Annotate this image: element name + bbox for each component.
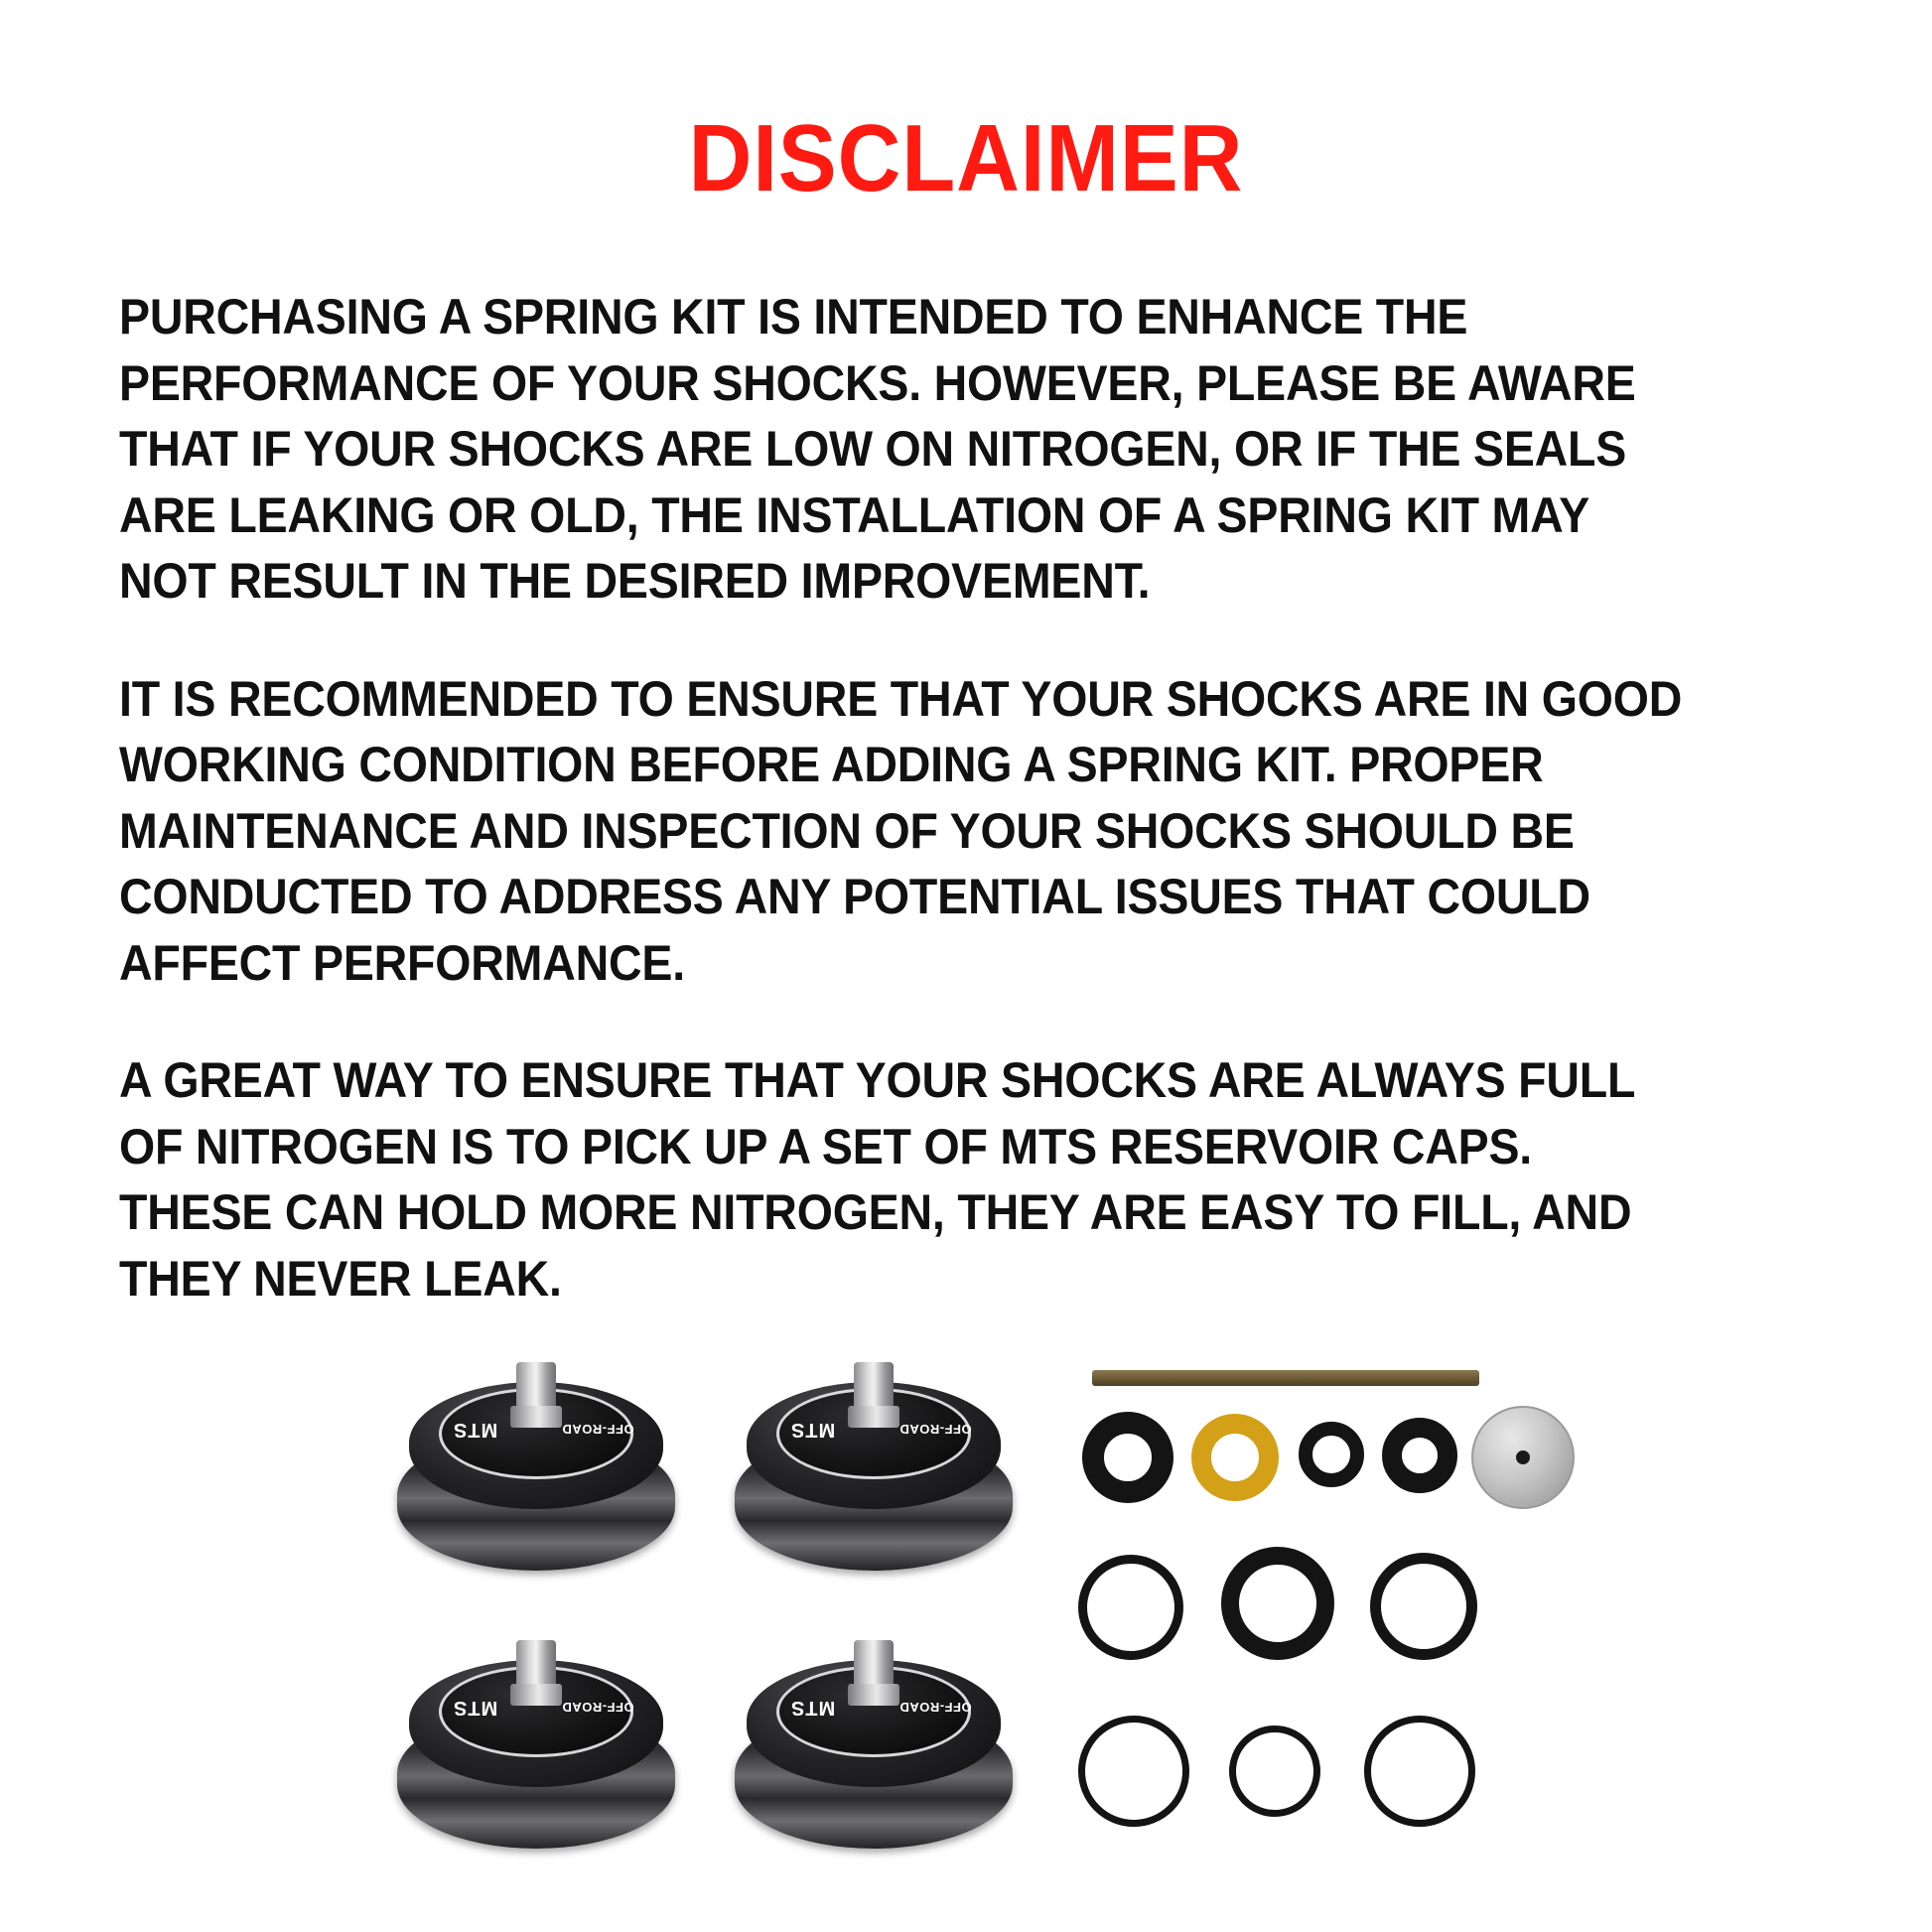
cap-brand-label: MTS bbox=[453, 1419, 498, 1441]
cap-sub-label: OFF-ROAD bbox=[562, 1422, 634, 1437]
cap-sub-label: OFF-ROAD bbox=[562, 1700, 634, 1715]
o-ring bbox=[1078, 1716, 1189, 1827]
product-photo bbox=[0, 1350, 1932, 1932]
reservoir-cap bbox=[725, 1370, 1023, 1579]
cap-sub-label: OFF-ROAD bbox=[899, 1700, 972, 1715]
o-ring bbox=[1221, 1547, 1334, 1660]
schrader-valve-icon bbox=[854, 1362, 894, 1416]
cap-brand-label: MTS bbox=[790, 1419, 836, 1441]
disclaimer-paragraph-3: A GREAT WAY TO ENSURE THAT YOUR SHOCKS ARE ALWAYS FULL OF NITROGEN IS TO PICK UP A SET OF MTS RESERVOIR CAPS. THESE CAN HOLD MORE NITROGEN, THEY ARE EASY TO FILL, AND THEY NEVER LEAK. bbox=[119, 1052, 1635, 1307]
o-ring bbox=[1078, 1555, 1183, 1660]
seal-kit-group bbox=[1072, 1350, 1588, 1932]
bronze-bushing bbox=[1191, 1414, 1279, 1501]
o-ring bbox=[1370, 1553, 1477, 1660]
reservoir-cap bbox=[387, 1370, 685, 1579]
reservoir-caps-group bbox=[387, 1370, 1042, 1916]
reservoir-cap bbox=[725, 1648, 1023, 1857]
schrader-valve-icon bbox=[516, 1640, 556, 1694]
piston-head bbox=[1471, 1406, 1575, 1509]
cap-sub-label: OFF-ROAD bbox=[899, 1422, 972, 1437]
o-ring bbox=[1364, 1716, 1475, 1827]
cap-brand-label: MTS bbox=[790, 1697, 836, 1719]
shim-stack bbox=[1092, 1370, 1479, 1386]
page-title: DISCLAIMER bbox=[688, 105, 1244, 211]
seal-ring bbox=[1382, 1418, 1457, 1493]
piston-hole bbox=[1516, 1450, 1530, 1464]
disclaimer-paragraph-2: IT IS RECOMMENDED TO ENSURE THAT YOUR SHOCKS ARE IN GOOD WORKING CONDITION BEFORE ADDING A SPRING KIT. PROPER MAINTENANCE AND INSPECTION OF YOUR SHOCKS SHOULD BE CONDUCTED TO ADDRESS ANY POTENTIAL ISSUES THAT COULD AFFECT PERFORMANCE. bbox=[119, 670, 1683, 991]
schrader-valve-icon bbox=[854, 1640, 894, 1694]
cap-brand-label: MTS bbox=[453, 1697, 498, 1719]
seal-ring bbox=[1299, 1422, 1364, 1487]
seal-ring bbox=[1082, 1412, 1173, 1503]
reservoir-cap bbox=[387, 1648, 685, 1857]
schrader-valve-icon bbox=[516, 1362, 556, 1416]
o-ring bbox=[1229, 1725, 1320, 1817]
disclaimer-paragraph-1: PURCHASING A SPRING KIT IS INTENDED TO ENHANCE THE PERFORMANCE OF YOUR SHOCKS. HOWEVER, PLEASE BE AWARE THAT IF YOUR SHOCKS ARE LOW ON NITROGEN, OR IF THE SEALS ARE LEAKING OR OLD, THE INSTALLATION OF A SPRING KIT MAY NOT RESULT IN THE DESIRED IMPROVEMENT. bbox=[119, 289, 1636, 609]
disclaimer-body bbox=[0, 284, 1932, 1311]
